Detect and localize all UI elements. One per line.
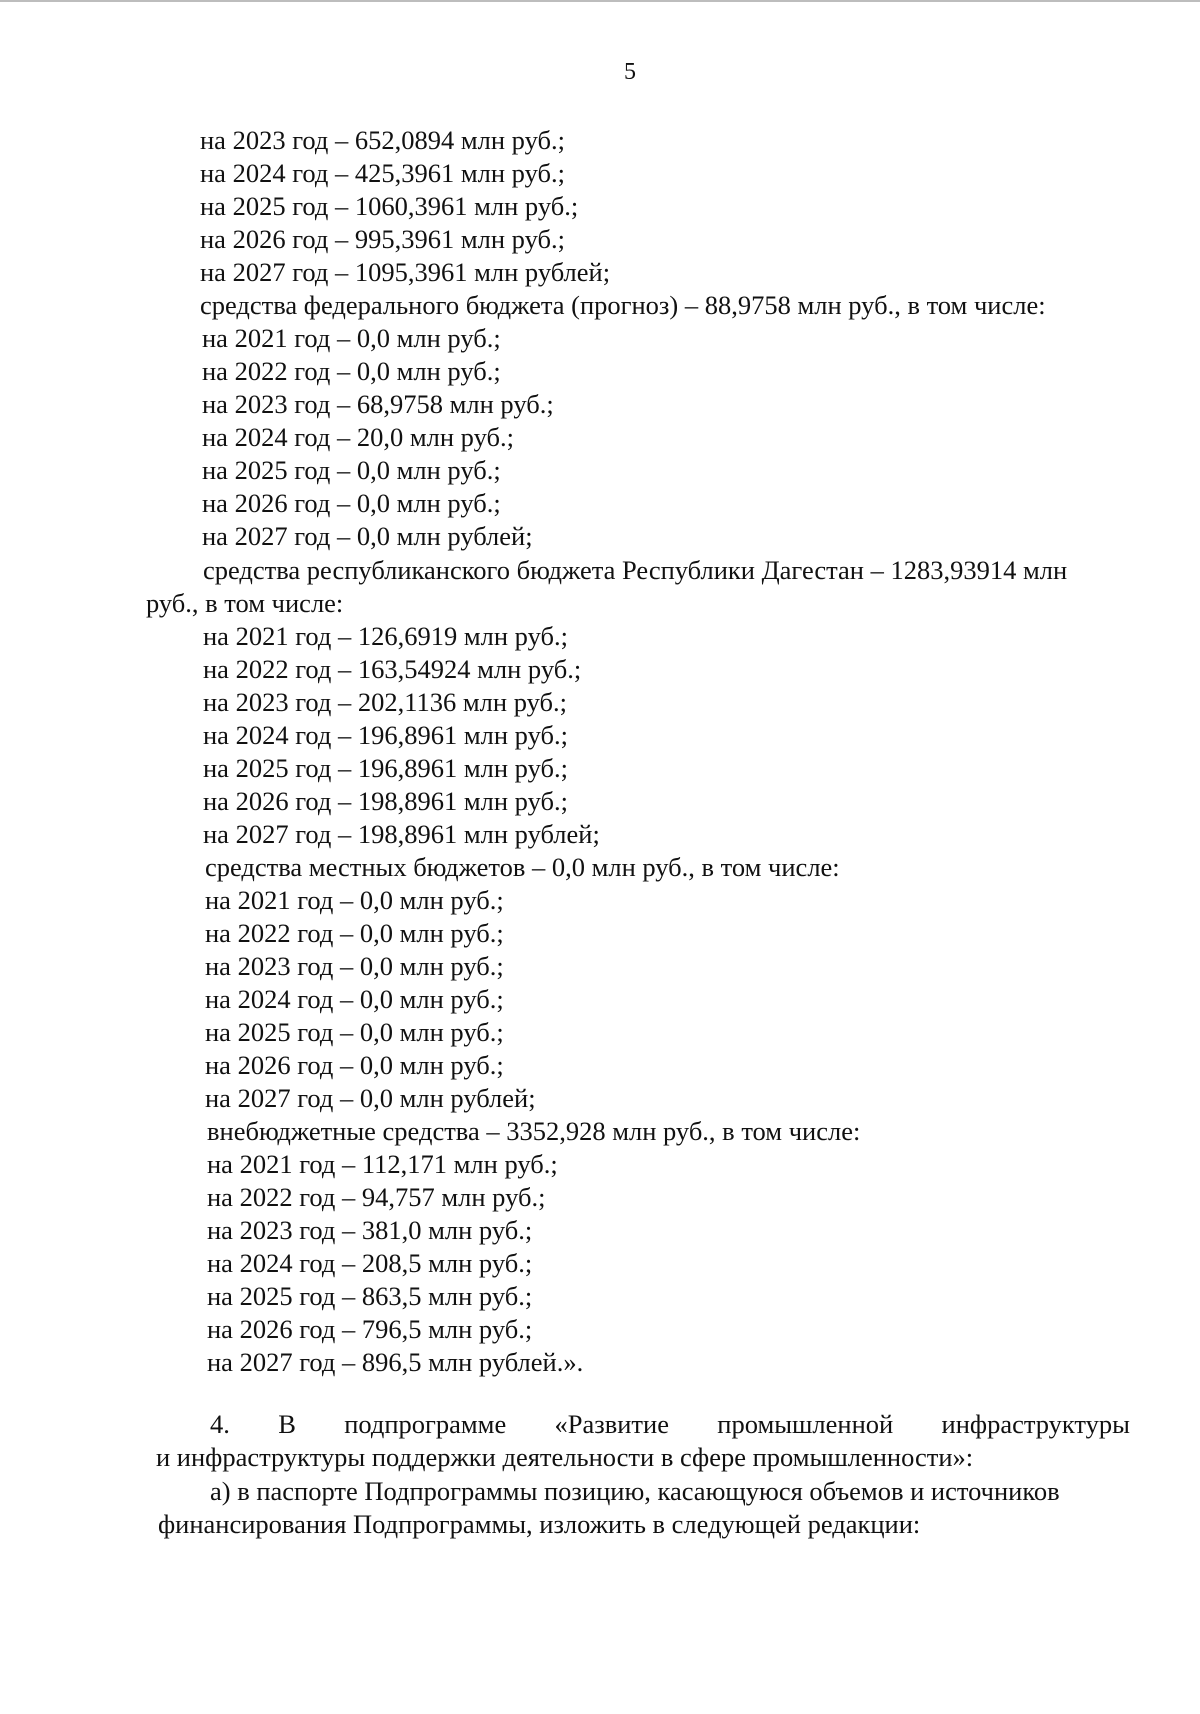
text-line: на 2022 год – 94,757 млн руб.;	[207, 1182, 546, 1212]
text-line: на 2023 год – 652,0894 млн руб.;	[200, 125, 565, 155]
text-line: на 2024 год – 0,0 млн руб.;	[205, 984, 504, 1014]
item-4-word: подпрограмме	[344, 1409, 507, 1439]
text-line: на 2022 год – 163,54924 млн руб.;	[203, 654, 582, 684]
text-line: на 2024 год – 20,0 млн руб.;	[202, 422, 514, 452]
text-line: на 2021 год – 126,6919 млн руб.;	[203, 621, 568, 651]
text-line: на 2026 год – 796,5 млн руб.;	[207, 1314, 533, 1344]
text-line: на 2021 год – 0,0 млн руб.;	[202, 323, 501, 353]
text-line: на 2024 год – 196,8961 млн руб.;	[203, 720, 568, 750]
item-4-word: «Развитие	[554, 1409, 669, 1439]
text-line: на 2025 год – 863,5 млн руб.;	[207, 1281, 533, 1311]
text-line: на 2021 год – 112,171 млн руб.;	[207, 1149, 558, 1179]
text-line: руб., в том числе:	[146, 588, 344, 618]
item-4-first-line	[210, 1408, 1130, 1441]
text-line: внебюджетные средства – 3352,928 млн руб., в том числе:	[207, 1116, 861, 1146]
text-line: на 2023 год – 202,1136 млн руб.;	[203, 687, 567, 717]
text-line: на 2022 год – 0,0 млн руб.;	[202, 356, 501, 386]
text-line: на 2027 год – 0,0 млн рублей;	[205, 1083, 536, 1113]
text-line: на 2026 год – 995,3961 млн руб.;	[200, 224, 565, 254]
text-line: на 2023 год – 381,0 млн руб.;	[207, 1215, 533, 1245]
text-line: средства местных бюджетов – 0,0 млн руб., в том числе:	[205, 852, 840, 882]
text-line: средства республиканского бюджета Республики Дагестан – 1283,93914 млн	[203, 555, 1068, 585]
scan-top-edge	[0, 0, 1200, 2]
text-line: на 2024 год – 208,5 млн руб.;	[207, 1248, 533, 1278]
item-4-word: инфраструктуры	[941, 1409, 1130, 1439]
item-4-word: промышленной	[717, 1409, 894, 1439]
text-line: и инфраструктуры поддержки деятельности в сфере промышленности»:	[156, 1442, 974, 1472]
text-line: на 2024 год – 425,3961 млн руб.;	[200, 158, 565, 188]
text-line: на 2027 год – 198,8961 млн рублей;	[203, 819, 600, 849]
text-line: на 2023 год – 68,9758 млн руб.;	[202, 389, 554, 419]
page-number: 5	[624, 59, 636, 85]
text-line: на 2025 год – 0,0 млн руб.;	[205, 1017, 504, 1047]
text-line: средства федерального бюджета (прогноз) – 88,9758 млн руб., в том числе:	[200, 290, 1046, 320]
text-line: на 2026 год – 0,0 млн руб.;	[205, 1050, 504, 1080]
text-line: на 2027 год – 1095,3961 млн рублей;	[200, 257, 611, 287]
text-line: на 2027 год – 0,0 млн рублей;	[202, 521, 533, 551]
item-4-word: 4.	[210, 1409, 230, 1439]
text-line: на 2026 год – 0,0 млн руб.;	[202, 488, 501, 518]
text-line: на 2022 год – 0,0 млн руб.;	[205, 918, 504, 948]
text-line: на 2021 год – 0,0 млн руб.;	[205, 885, 504, 915]
text-line: а) в паспорте Подпрограммы позицию, касающуюся объемов и источников	[210, 1476, 1060, 1506]
text-line: на 2023 год – 0,0 млн руб.;	[205, 951, 504, 981]
text-line: на 2025 год – 1060,3961 млн руб.;	[200, 191, 579, 221]
text-line: на 2026 год – 198,8961 млн руб.;	[203, 786, 568, 816]
item-4-word: В	[278, 1409, 296, 1439]
text-line: финансирования Подпрограммы, изложить в следующей редакции:	[158, 1509, 921, 1539]
text-line: на 2025 год – 196,8961 млн руб.;	[203, 753, 568, 783]
text-line: на 2025 год – 0,0 млн руб.;	[202, 455, 501, 485]
text-line: на 2027 год – 896,5 млн рублей.».	[207, 1347, 584, 1377]
